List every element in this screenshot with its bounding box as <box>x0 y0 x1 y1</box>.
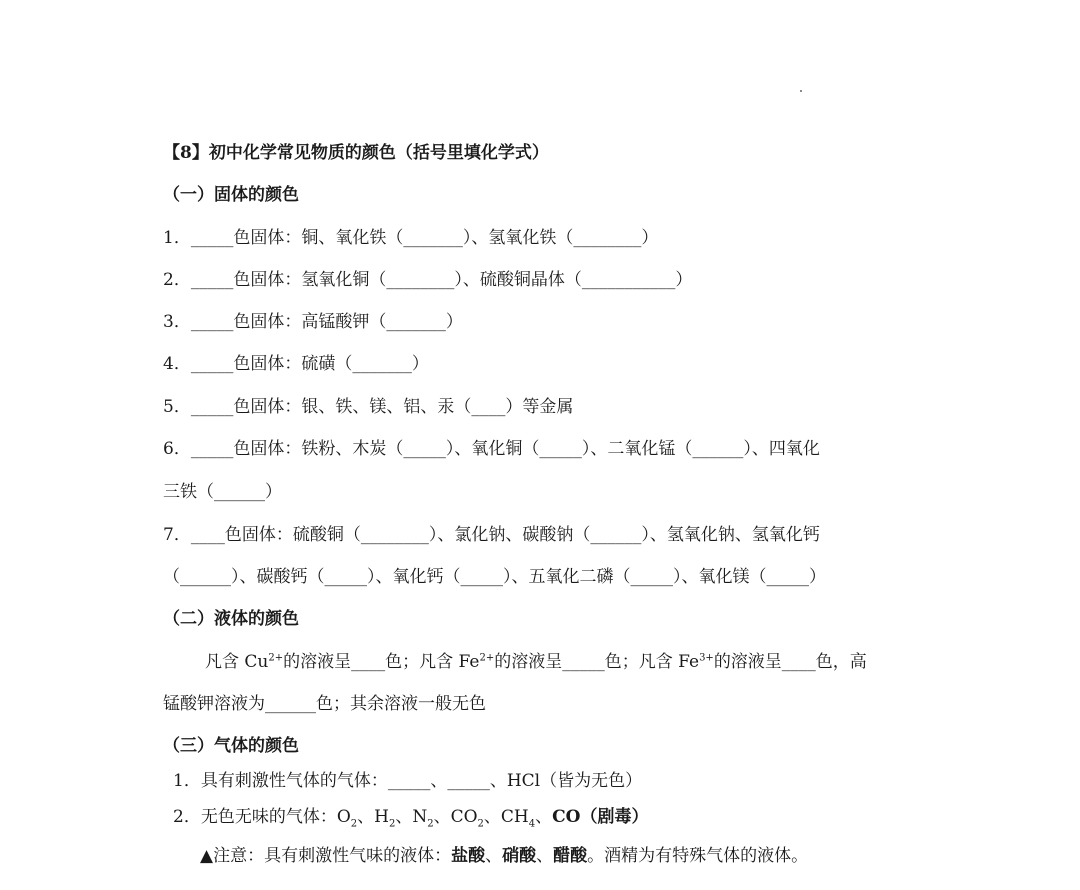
formula-co-toxic: CO（剧毒） <box>552 807 649 827</box>
separator: 、 <box>433 807 451 827</box>
list-item-continuation: （______）、碳酸钙（_____）、氧化钙（_____）、五氧化二磷（_____）、氧化镁（_____） <box>163 567 826 587</box>
list-item: 1．_____色固体：铜、氧化铁（_______）、氢氧化铁（________） <box>163 228 659 248</box>
section-heading-gas: （三）气体的颜色 <box>163 736 299 756</box>
subscript: 2 <box>477 818 484 830</box>
charge-superscript: 2+ <box>479 652 495 664</box>
page-title: 【8】初中化学常见物质的颜色（括号里填化学式） <box>163 143 549 163</box>
subscript: 2 <box>427 818 434 830</box>
charge-superscript: 2+ <box>268 652 284 664</box>
formula-n: N <box>412 807 428 827</box>
formula-h: H <box>374 807 389 827</box>
liquid-text-b: 的溶液呈____色；凡含 Fe <box>283 652 480 672</box>
section-heading-solid: （一）固体的颜色 <box>163 185 299 205</box>
gas-item-1: 1．具有刺激性气体的气体：_____、_____、HCl（皆为无色） <box>173 771 643 791</box>
liquid-paragraph-line-1 <box>205 651 867 673</box>
acid-name: 醋酸 <box>553 846 588 866</box>
subscript: 2 <box>388 818 396 830</box>
liquid-text-a: 凡含 Cu <box>205 652 269 672</box>
acid-name: 盐酸 <box>451 846 486 866</box>
note-prefix: ▲注意：具有刺激性气味的液体： <box>200 846 452 866</box>
separator: 、 <box>395 807 413 827</box>
subscript: 4 <box>528 818 536 830</box>
list-item: 4．_____色固体：硫磺（_______） <box>163 354 429 374</box>
liquid-text-c: 的溶液呈_____色；凡含 Fe <box>494 652 700 672</box>
separator: 、 <box>483 807 501 827</box>
formula-ch4: CH <box>500 807 529 827</box>
liquid-paragraph-line-2: 锰酸钾溶液为______色；其余溶液一般无色 <box>163 694 486 714</box>
list-item: 2．_____色固体：氢氧化铜（________）、硫酸铜晶体（___________） <box>163 270 693 290</box>
list-item-continuation: 三铁（______） <box>163 482 282 502</box>
section-heading-liquid: （二）液体的颜色 <box>163 609 299 629</box>
scan-speck <box>800 90 802 92</box>
subscript: 2 <box>350 818 358 830</box>
gas-item-2-prefix: 2．无色无味的气体：O <box>173 807 351 827</box>
separator: 、 <box>357 807 375 827</box>
list-item: 5．_____色固体：银、铁、镁、铝、汞（____）等金属 <box>163 397 574 417</box>
separator: 、 <box>535 807 553 827</box>
gas-item-2 <box>173 806 648 828</box>
note-suffix: 。酒精为有特殊气体的液体。 <box>587 846 809 866</box>
note-line <box>200 845 808 867</box>
list-item: 6．_____色固体：铁粉、木炭（_____）、氧化铜（_____）、二氧化锰（______）、四氧化 <box>163 439 820 459</box>
charge-superscript: 3+ <box>699 652 714 664</box>
separator: 、 <box>536 846 554 866</box>
list-item: 3．_____色固体：高锰酸钾（_______） <box>163 312 463 332</box>
acid-name: 硝酸 <box>502 846 537 866</box>
list-item: 7．____色固体：硫酸铜（________）、氯化钠、碳酸钠（______）、氢氧化钠、氢氧化钙 <box>163 525 820 545</box>
formula-co2: CO <box>450 807 478 827</box>
separator: 、 <box>485 846 503 866</box>
liquid-text-d: 的溶液呈____色，高 <box>713 652 867 672</box>
